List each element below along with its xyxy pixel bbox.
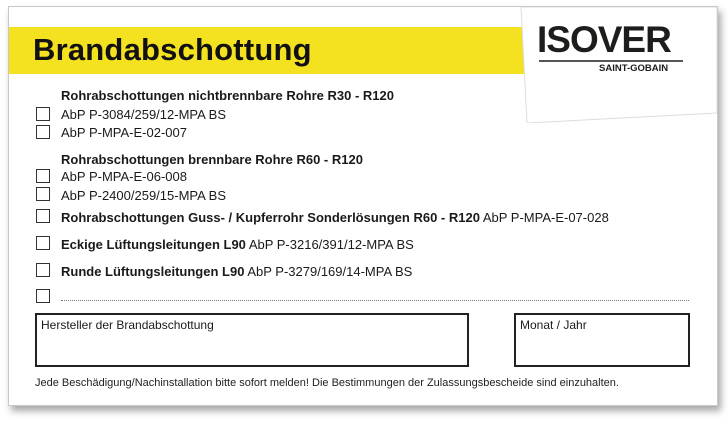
item-approval-eckige-lueftung: AbP P-3216/391/12-MPA BS [245,237,414,252]
section-heading-r60: Rohrabschottungen brennbare Rohre R60 - R120 [61,152,363,167]
item-label-r60-2: AbP P-2400/259/15-MPA BS [61,188,227,203]
item-title-eckige-lueftung: Eckige Lüftungsleitungen L90 [61,237,246,252]
item-label-r30-2: AbP P-MPA-E-02-007 [61,125,187,140]
date-field[interactable] [514,313,690,367]
manufacturer-label: Hersteller der Brandabschottung [41,318,214,332]
section-heading-r30: Rohrabschottungen nichtbrennbare Rohre R30 - R120 [61,88,394,103]
item-label-r60-1: AbP P-MPA-E-06-008 [61,169,187,184]
checkbox-r60-2[interactable] [36,187,50,201]
checkbox-eckige-lueftung[interactable] [36,236,50,250]
label-card [8,6,718,406]
checkbox-guss-kupfer[interactable] [36,209,50,223]
page-title: Brandabschottung [33,32,312,67]
checkbox-r30-2[interactable] [36,125,50,139]
item-title-guss-kupfer: Rohrabschottungen Guss- / Kupferrohr Sonderlösungen R60 - R120 [61,210,480,225]
logo-brand-text: ISOVER [537,19,671,60]
item-label-eckige-lueftung [61,237,414,252]
date-label: Monat / Jahr [520,318,587,332]
checkbox-runde-lueftung[interactable] [36,263,50,277]
item-label-r30-1: AbP P-3084/259/12-MPA BS [61,107,227,122]
checkbox-custom[interactable] [36,289,50,303]
item-label-runde-lueftung [61,264,412,279]
item-title-runde-lueftung: Runde Lüftungsleitungen L90 [61,264,245,279]
checkbox-r60-1[interactable] [36,169,50,183]
item-approval-guss-kupfer: AbP P-MPA-E-07-028 [479,210,609,225]
logo-divider [539,60,683,62]
checkbox-r30-1[interactable] [36,107,50,121]
isover-logo [517,7,717,123]
item-label-guss-kupfer [61,210,609,225]
manufacturer-field[interactable] [35,313,469,367]
custom-entry-line[interactable] [61,300,689,301]
item-approval-runde-lueftung: AbP P-3279/169/14-MPA BS [244,264,413,279]
logo-sub-text: SAINT-GOBAIN [599,63,669,74]
footer-note: Jede Beschädigung/Nachinstallation bitte sofort melden! Die Bestimmungen der Zulassungsbescheide sind einzuhalten. [35,377,619,389]
